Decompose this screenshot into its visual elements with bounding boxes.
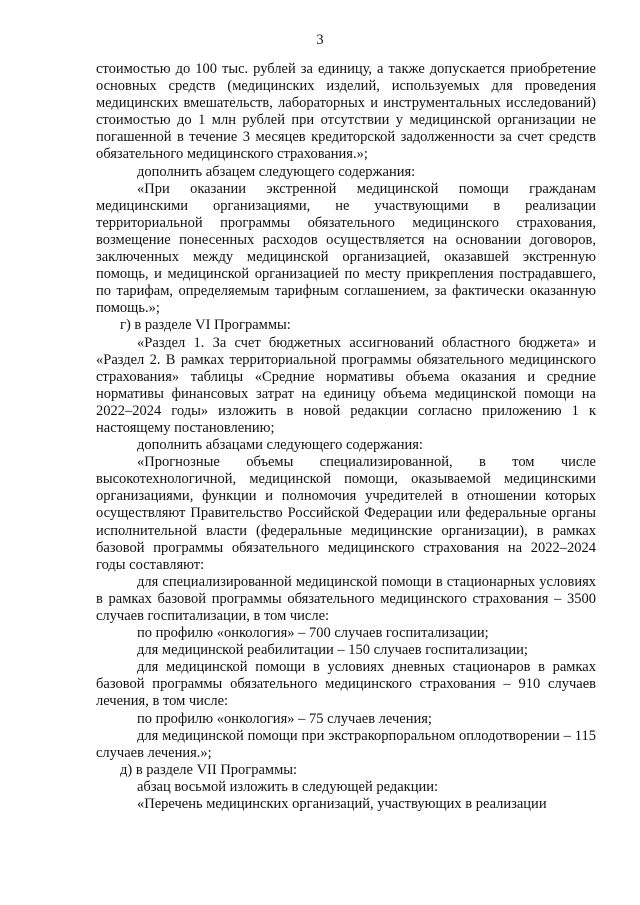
paragraph-13: для медицинской помощи при экстракорпоральном оплодотворении – 115 случаев лечения.»; <box>96 727 596 761</box>
paragraph-1: стоимостью до 100 тыс. рублей за единицу, а также допускается приобретение основных средств (медицинских изделий, используемых для проведения медицинских вмешательств, лабораторных и инструментальных исследований) стоимостью до 1 млн рублей при отсутствии у медицинской организации не погашенной в течение 3 месяцев кредиторской задолженности за счет средств обязательного медицинского страхования.»; <box>96 61 596 163</box>
paragraph-14: д) в разделе VII Программы: <box>120 761 298 778</box>
paragraph-6: дополнить абзацами следующего содержания: <box>137 437 423 454</box>
paragraph-15: абзац восьмой изложить в следующей редакции: <box>137 778 439 795</box>
paragraph-16: «Перечень медицинских организаций, участвующих в реализации <box>137 796 547 813</box>
paragraph-12: по профилю «онкология» – 75 случаев лечения; <box>137 710 432 727</box>
paragraph-10: для медицинской реабилитации – 150 случаев госпитализации; <box>137 642 528 659</box>
paragraph-4: г) в разделе VI Программы: <box>120 317 291 334</box>
page-number: 3 <box>316 32 324 48</box>
paragraph-9: по профилю «онкология» – 700 случаев госпитализации; <box>137 625 489 642</box>
paragraph-2: дополнить абзацем следующего содержания: <box>137 163 416 180</box>
paragraph-3: «При оказании экстренной медицинской помощи гражданам медицинскими организациями, не участвующими в реализации территориальной программы обязательного медицинского страхования, возмещение понесенных расходов осуществляется на основании договоров, заключенных между медицинской организацией, оказавшей экстренную помощь, и медицинской организацией по месту прикрепления пострадавшего, по тарифам, определяемым тарифным соглашением, за фактически оказанную помощь.»; <box>96 180 596 317</box>
paragraph-11: для медицинской помощи в условиях дневных стационаров в рамках базовой программы обязательного медицинского страхования – 910 случаев лечения, в том числе: <box>96 659 596 710</box>
paragraph-8: для специализированной медицинской помощи в стационарных условиях в рамках базовой программы обязательного медицинского страхования – 3500 случаев госпитализации, в том числе: <box>96 573 596 624</box>
document-body <box>96 61 596 813</box>
paragraph-5: «Раздел 1. За счет бюджетных ассигнований областного бюджета» и «Раздел 2. В рамках территориальной программы обязательного медицинского страхования» таблицы «Средние нормативы объема оказания и средние нормативы финансовых затрат на единицу объема медицинской помощи на 2022–2024 годы» изложить в новой редакции согласно приложению 1 к настоящему постановлению; <box>96 334 596 436</box>
paragraph-7: «Прогнозные объемы специализированной, в том числе высокотехнологичной, медицинской помощи, оказываемой медицинскими организациями, функции и полномочия учредителей в отношении которых осуществляют Правительство Российской Федерации или федеральные органы исполнительной власти (федеральные медицинские организации), в рамках базовой программы обязательного медицинского страхования на 2022–2024 годы составляют: <box>96 454 596 573</box>
